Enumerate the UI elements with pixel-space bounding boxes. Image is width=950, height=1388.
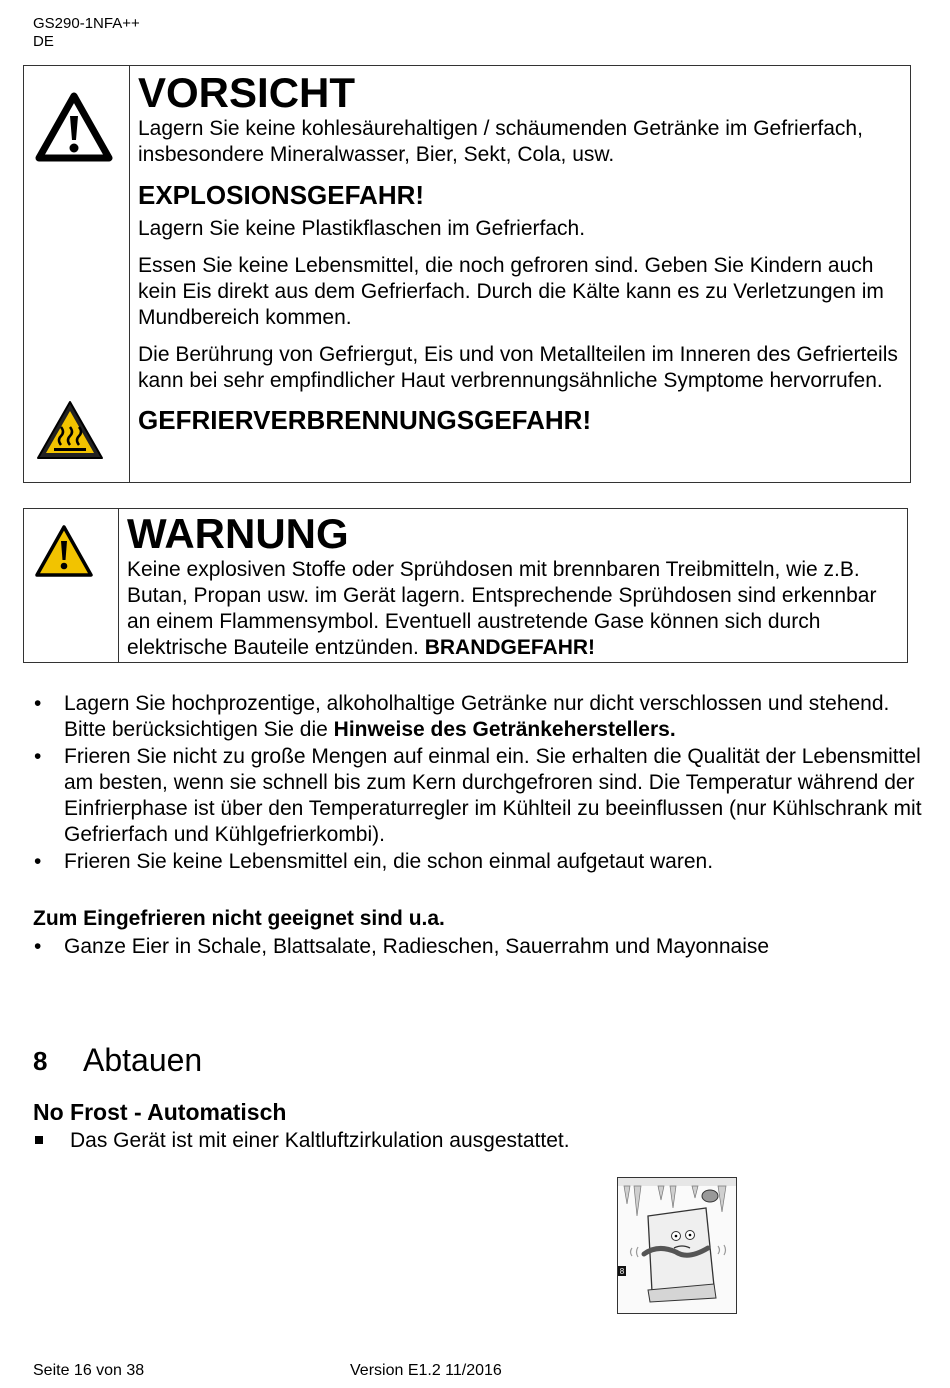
warnung-content [127, 511, 899, 661]
list-item-text: Lagern Sie hochprozentige, alkoholhaltige Getränke nur dicht verschlossen und stehend. Bitte berücksichtigen Sie die [64, 692, 890, 741]
frozen-character-illustration [618, 1178, 736, 1313]
flammable-description: Keine explosiven Stoffe oder Sprühdosen mit brennbaren Treibmitteln, wie z.B. Butan, Propan usw. im Gerät lagern. Entsprechende Sprühdosen sind erkennbar an einem Flammensymbol. Eventuell austretende Gase können sich durch elektrische Bauteile entzünden. [127, 558, 877, 659]
chapter-number: 8 [33, 1046, 48, 1076]
vorsicht-title: VORSICHT [138, 69, 356, 116]
vorsicht-box [23, 65, 911, 483]
bullet-dot: • [34, 935, 42, 958]
illustration-badge: 8 [619, 1267, 625, 1276]
version-label: Version E1.2 11/2016 [350, 1362, 502, 1379]
flammable-text [127, 557, 899, 661]
storage-tips-list [33, 691, 923, 876]
bullet-dot: • [34, 745, 42, 768]
nofrost-illustration [617, 1177, 737, 1314]
frostbite-hazard-label: GEFRIERVERBRENNUNGSGEFAHR! [138, 405, 592, 435]
document-header [33, 15, 140, 51]
explosion-hazard-label: EXPLOSIONSGEFAHR! [138, 180, 425, 210]
warnung-icon-column [24, 509, 119, 662]
frozen-food-text: Essen Sie keine Lebensmittel, die noch gefroren sind. Geben Sie Kindern auch kein Eis direkt aus dem Gefrierfach. Durch die Kälte kann es zu Verletzungen im Mundbereich kommen. [138, 254, 884, 329]
list-item [33, 691, 923, 743]
square-bullet-icon [35, 1136, 43, 1144]
fire-hazard-label: BRANDGEFAHR! [424, 636, 596, 659]
page-number: Seite 16 von 38 [33, 1362, 145, 1379]
not-suitable-heading: Zum Eingefrieren nicht geeignet sind u.a. [33, 907, 445, 930]
list-item-bold: Hinweise des Getränkeherstellers. [333, 718, 676, 741]
warnung-title: WARNUNG [127, 510, 349, 557]
chapter-title: Abtauen [83, 1042, 203, 1078]
model-number: GS290-1NFA++ [33, 15, 140, 32]
list-item-text: Frieren Sie nicht zu große Mengen auf einmal ein. Sie erhalten die Qualität der Lebensmittel am besten, wenn sie schnell bis zum Kern durchgefroren sind. Die Temperatur während der Einfrierphase ist über den Temperaturregler im Kühlteil zu beeinflussen (nur Kühlschrank mit Gefrierfach und Kühlgefrierkombi). [64, 745, 922, 846]
hot-surface-icon [36, 400, 104, 460]
warnung-box [23, 508, 908, 663]
nofrost-item [33, 1128, 570, 1154]
frozen-contact-text: Die Berührung von Gefriergut, Eis und von Metallteilen im Inneren des Gefrierteils kann bei sehr empfindlicher Haut verbrennungsähnliche Symptome hervorrufen. [138, 343, 898, 392]
not-suitable-item-text: Ganze Eier in Schale, Blattsalate, Radieschen, Sauerrahm und Mayonnaise [64, 935, 770, 958]
nofrost-item-text: Das Gerät ist mit einer Kaltluftzirkulation ausgestattet. [70, 1129, 570, 1152]
carbonated-drinks-text: Lagern Sie keine kohlesäurehaltigen / schäumenden Getränke im Gefrierfach, insbesondere Mineralwasser, Bier, Sekt, Cola, usw. [138, 117, 863, 166]
nofrost-heading: No Frost - Automatisch [33, 1099, 287, 1125]
language-code: DE [33, 33, 54, 50]
vorsicht-content [138, 70, 902, 435]
caution-triangle-icon [34, 524, 94, 578]
list-item-text: Frieren Sie keine Lebensmittel ein, die schon einmal aufgetaut waren. [64, 850, 714, 873]
list-item [33, 744, 923, 848]
bullet-dot: • [34, 850, 42, 873]
warning-triangle-icon [35, 92, 113, 162]
bullet-dot: • [34, 692, 42, 715]
list-item [33, 849, 923, 875]
plastic-bottles-text: Lagern Sie keine Plastikflaschen im Gefrierfach. [138, 217, 586, 240]
not-suitable-item [33, 934, 769, 960]
vorsicht-icon-column [24, 66, 130, 482]
